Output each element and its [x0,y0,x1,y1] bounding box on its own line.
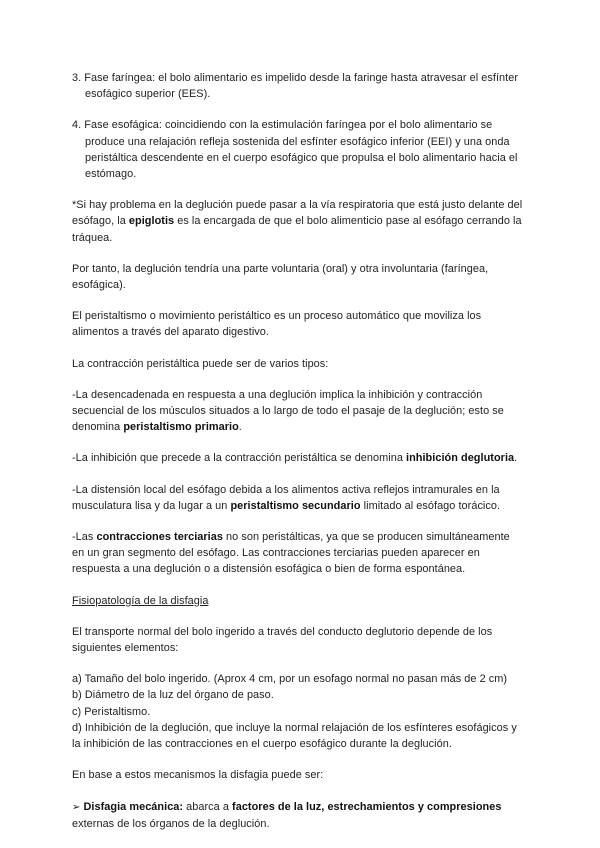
bold-term-inhibicion-deglutoria: inhibición deglutoria [406,452,515,465]
heading-fisiopatologia: Fisiopatología de la disfagia [72,594,209,607]
text-line: -La distensión local del esófago debida a los alimentos activa reflejos intramurales en la [72,483,500,496]
bold-term-disfagia-mecanica: Disfagia mecánica: [83,800,184,813]
paragraph-tipos [72,356,528,372]
text-line: siguientes elementos: [72,642,179,655]
list-item: b) Diámetro de la luz del órgano de paso. [72,689,274,702]
bold-term-factores: factores de la luz, estrechamientos y compresiones [232,800,502,813]
text-line: tráquea. [72,231,113,244]
paragraph-peristaltismo-primario [72,387,528,436]
text-line: esofágico superior (EES). [85,88,211,101]
paragraph-peristaltismo-secundario [72,482,528,514]
text-line: 4. Fase esofágica: coincidiendo con la estimulación faríngea por el bolo alimentario se [72,119,493,132]
paragraph-disfagia-tipos [72,767,528,783]
paragraph-deglucion-partes [72,261,528,293]
bold-term-epiglotis: epiglotis [128,215,175,228]
bold-term-peristaltismo-secundario: peristaltismo secundario [230,499,361,512]
paragraph-transporte-bolo [72,624,528,656]
paragraph-peristaltismo [72,308,528,340]
text-line: ➢ Disfagia mecánica: abarca a factores de la luz, estrechamientos y compresiones [72,800,502,813]
list-item: c) Peristaltismo. [72,705,151,718]
section-heading [72,593,528,609]
text-line: en un gran segmento del esófago. Las contracciones terciarias pueden aparecer en [72,547,480,560]
text-line: El transporte normal del bolo ingerido a través del conducto deglutorio depende de los [72,625,493,638]
text-line: peristáltica descendente en el cuerpo esofágico que propulsa el bolo alimentario hacia el [85,151,518,164]
text-line: Por tanto, la deglución tendría una parte voluntaria (oral) y otra involuntaria (faríngea, [72,262,489,275]
list-item: d) Inhibición de la deglución, que incluye la normal relajación de los esfínteres esofágicos y [72,721,517,734]
text-line: secuencial de los músculos situados a lo largo de todo el pasaje de la deglución; esto se [72,405,504,418]
elements-list [72,671,528,752]
text-line: La contracción peristáltica puede ser de varios tipos: [72,357,329,370]
bold-term-contracciones-terciarias: contracciones terciarias [96,531,223,544]
text-line: musculatura lisa y da lugar a un peristaltismo secundario limitado al esófago torácico. [72,499,501,512]
paragraph-contracciones-terciarias [72,529,528,578]
text-line: En base a estos mecanismos la disfagia puede ser: [72,769,324,782]
text-line: -La inhibición que precede a la contracción peristáltica se denomina inhibición deglutoria. [72,452,518,465]
text-line: estómago. [85,168,137,181]
arrow-bullet-icon: ➢ [72,801,81,813]
text-line: -Las contracciones terciarias no son peristálticas, ya que se producen simultáneamente [72,531,510,544]
text-line: esófago, la epiglotis es la encargada de que el bolo alimenticio pase al esófago cerrando la [72,215,522,228]
text-line: El peristaltismo o movimiento peristáltico es un proceso automático que moviliza los [72,310,482,323]
paragraph-inhibicion-deglutoria [72,450,528,466]
paragraph-fase-esofagica [72,117,528,182]
text-line: esofágica). [72,279,126,292]
text-line: produce una relajación refleja sostenida del esfínter esofágico inferior (EEI) y una onda [85,135,510,148]
text-line: *Si hay problema en la deglución puede pasar a la vía respiratoria que está justo delante del [72,199,523,212]
text-line: denomina peristaltismo primario. [72,421,242,434]
bullet-disfagia-mecanica [72,799,528,832]
text-line: -La desencadenada en respuesta a una deglución implica la inhibición y contracción [72,388,483,401]
text-line: externas de los órganos de la deglución. [72,817,270,830]
list-item: a) Tamaño del bolo ingerido. (Aprox 4 cm, por un esofago normal no pasan más de 2 cm) [72,673,508,686]
text-line: alimentos a través del aparato digestivo. [72,326,269,339]
paragraph-fase-faringea [72,70,528,102]
paragraph-epiglotis-note [72,197,528,246]
text-line: 3. Fase faríngea: el bolo alimentario es impelido desde la faringe hasta atravesar el esfínter [72,72,519,84]
bold-term-peristaltismo-primario: peristaltismo primario [123,421,239,434]
list-item: la inhibición de las contracciones en el cuerpo esofágico durante la deglución. [72,738,452,751]
text-line: respuesta a una deglución o a distensión esofágica o bien de forma espontánea. [72,563,466,576]
